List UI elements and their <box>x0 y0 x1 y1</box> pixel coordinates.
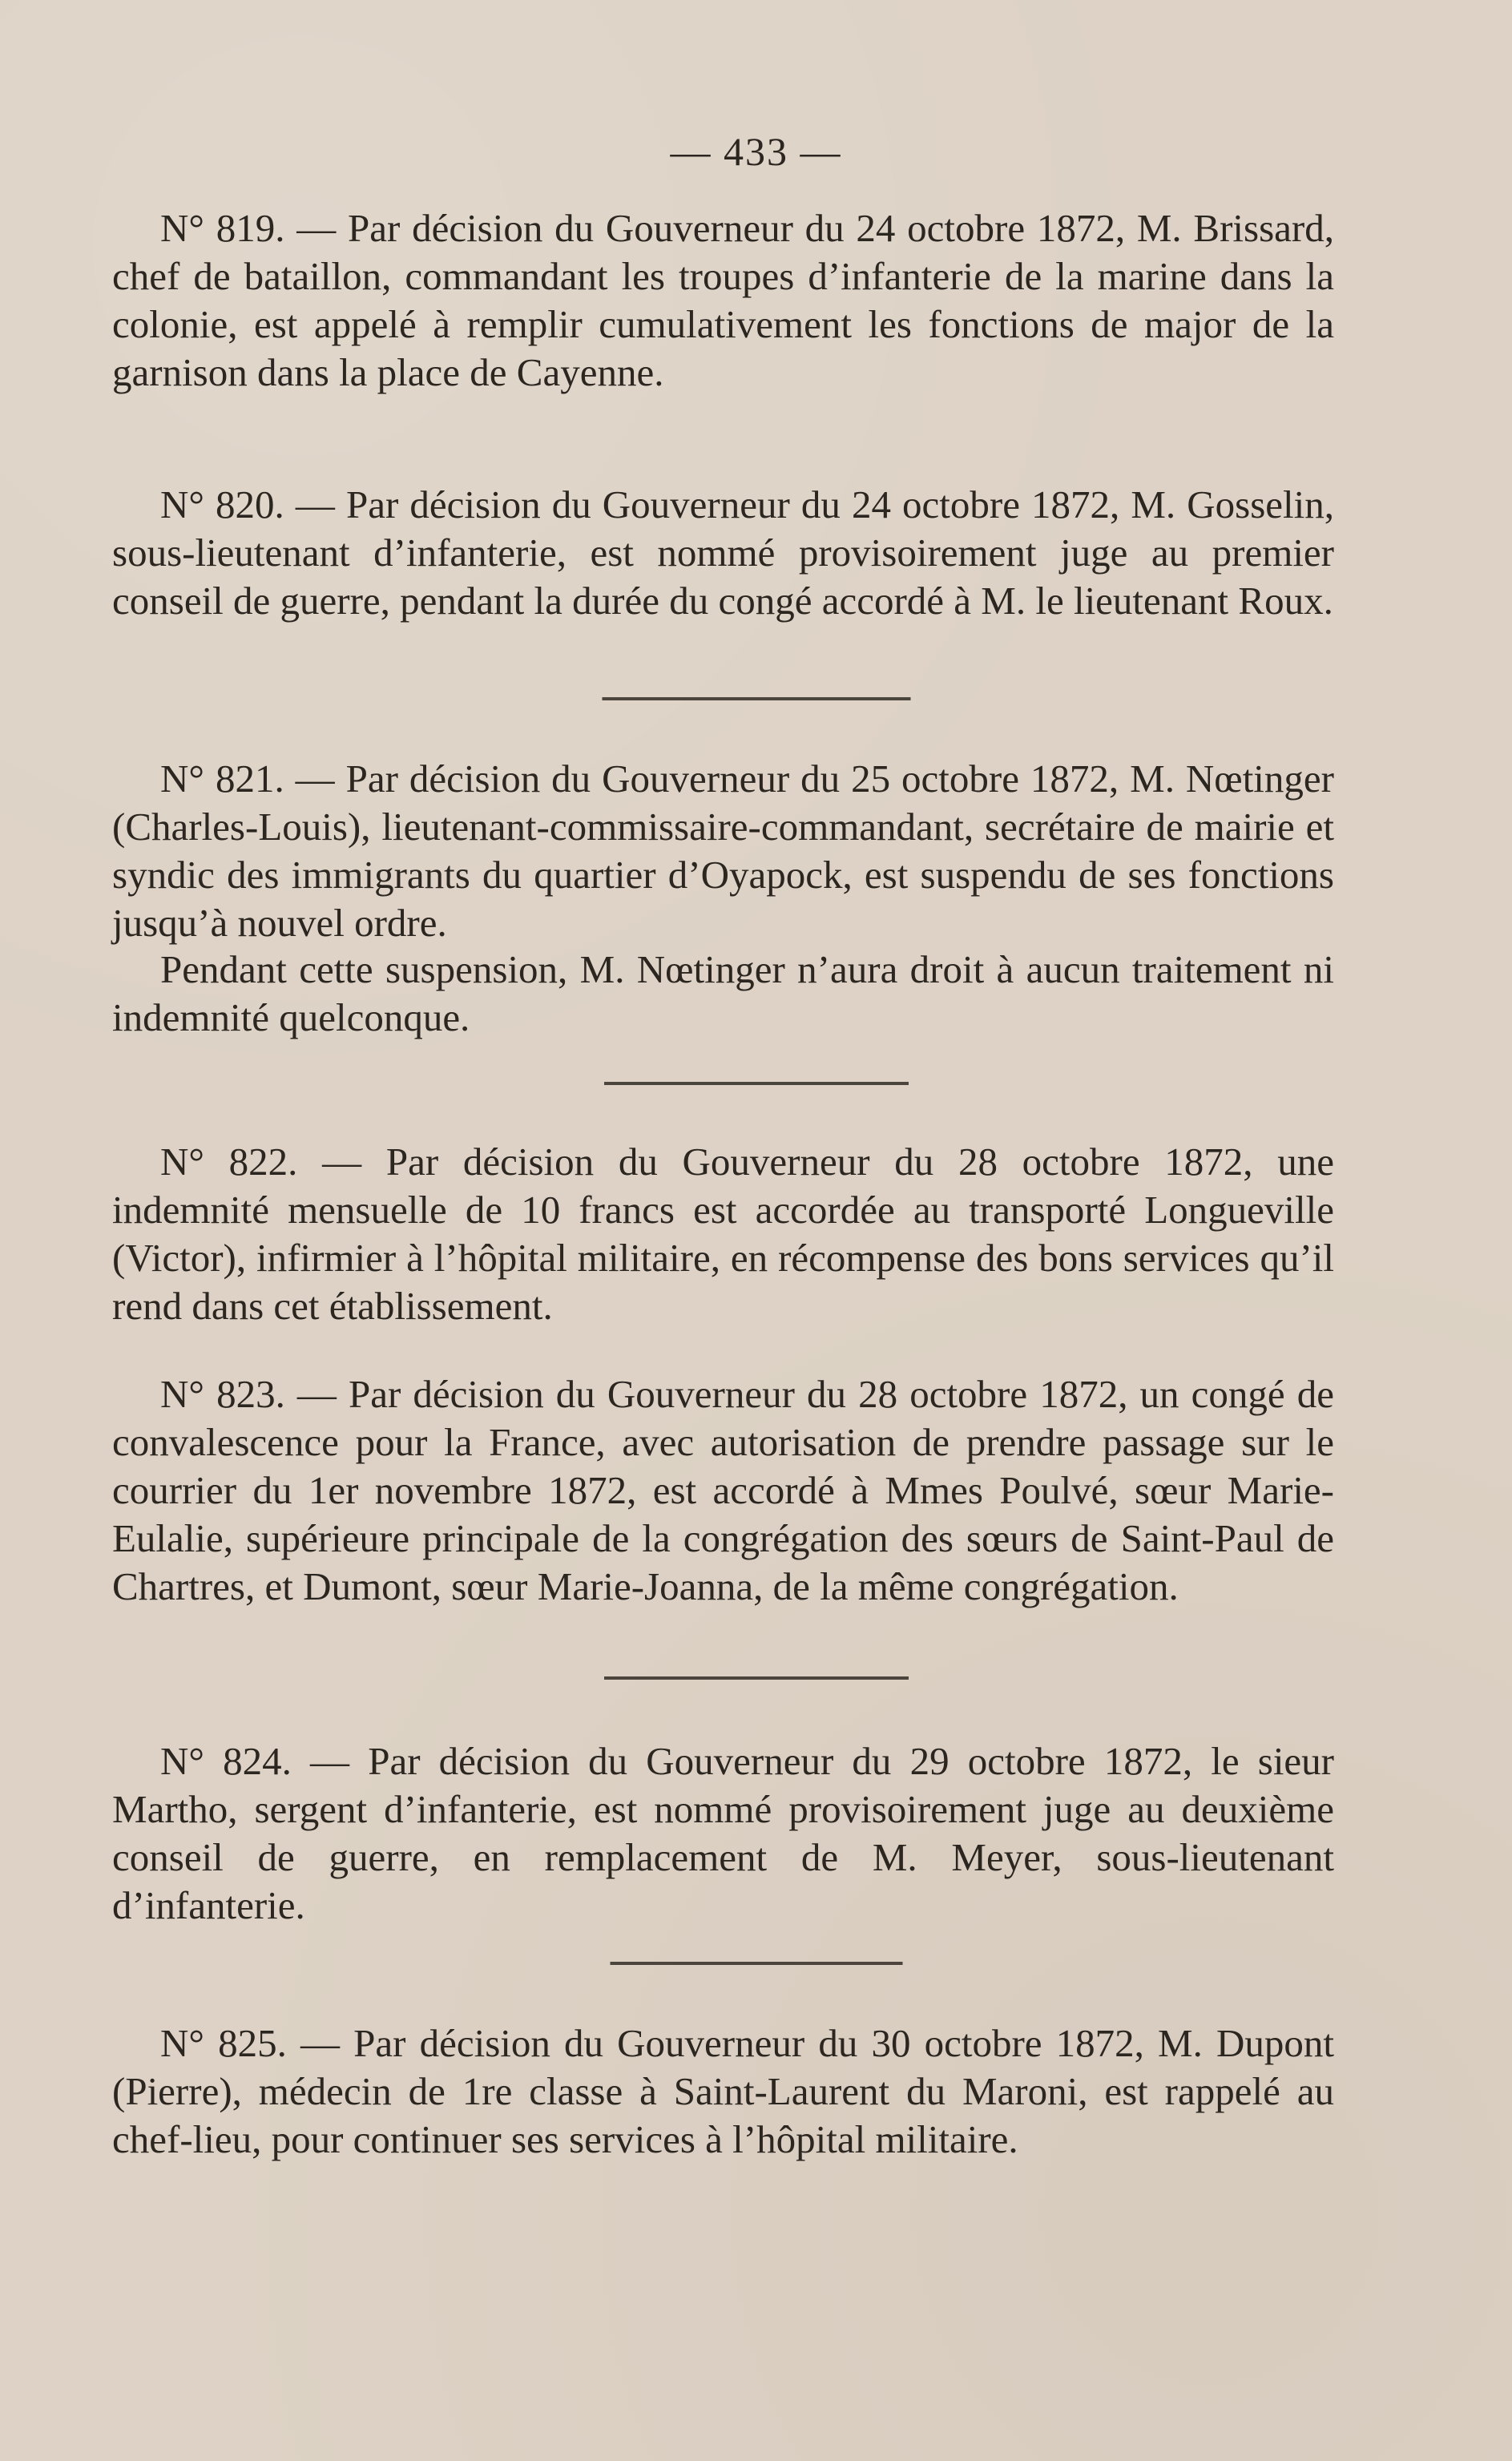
section-divider <box>604 1676 909 1680</box>
section-divider <box>604 1082 909 1085</box>
entry-821-continuation: Pendant cette suspension, M. Nœtinger n’aura droit à aucun traitement ni indemnité quelconque. <box>112 947 1334 1039</box>
entry-820: N° 820. — Par décision du Gouverneur du 24 octobre 1872, M. Gosselin, sous-lieutenant d’infanterie, est nommé provisoirement juge au premier conseil de guerre, pendant la durée du congé accordé à M. le lieutenant Roux. <box>112 482 1334 623</box>
entry-821: N° 821. — Par décision du Gouverneur du 25 octobre 1872, M. Nœtinger (Charles-Louis), lieutenant-commissaire-commandant, secrétaire de mairie et syndic des immigrants du quartier d’Oyapock, est suspendu de ses fonctions jusqu’à nouvel ordre. <box>112 756 1334 945</box>
entry-822: N° 822. — Par décision du Gouverneur du 28 octobre 1872, une indemnité mensuelle de 10 francs est accordée au transporté Longueville (Victor), infirmier à l’hôpital militaire, en récompense des bons services qu’il rend dans cet établissement. <box>112 1140 1334 1328</box>
section-divider <box>610 1962 902 1965</box>
entry-824: N° 824. — Par décision du Gouverneur du 29 octobre 1872, le sieur Martho, sergent d’infanterie, est nommé provisoirement juge au deuxième conseil de guerre, en remplacement de M. Meyer, sous-lieutenant d’infanterie. <box>112 1739 1334 1927</box>
entry-825: N° 825. — Par décision du Gouverneur du 30 octobre 1872, M. Dupont (Pierre), médecin de 1re classe à Saint-Laurent du Maroni, est rappelé au chef-lieu, pour continuer ses services à l’hôpital militaire. <box>112 2021 1334 2161</box>
page-number: — 433 — <box>670 129 842 174</box>
entry-823: N° 823. — Par décision du Gouverneur du 28 octobre 1872, un congé de convalescence pour la France, avec autorisation de prendre passage sur le courrier du 1er novembre 1872, est accordé à Mmes Poulvé, sœur Marie-Eulalie, supérieure principale de la congrégation des sœurs de Saint-Paul de Chartres, et Dumont, sœur Marie-Joanna, de la même congrégation. <box>112 1372 1334 1608</box>
entry-819: N° 819. — Par décision du Gouverneur du 24 octobre 1872, M. Brissard, chef de bataillon, commandant les troupes d’infanterie de la marine dans la colonie, est appelé à remplir cumulativement les fonctions de major de la garnison dans la place de Cayenne. <box>112 206 1334 394</box>
section-divider <box>602 697 910 700</box>
